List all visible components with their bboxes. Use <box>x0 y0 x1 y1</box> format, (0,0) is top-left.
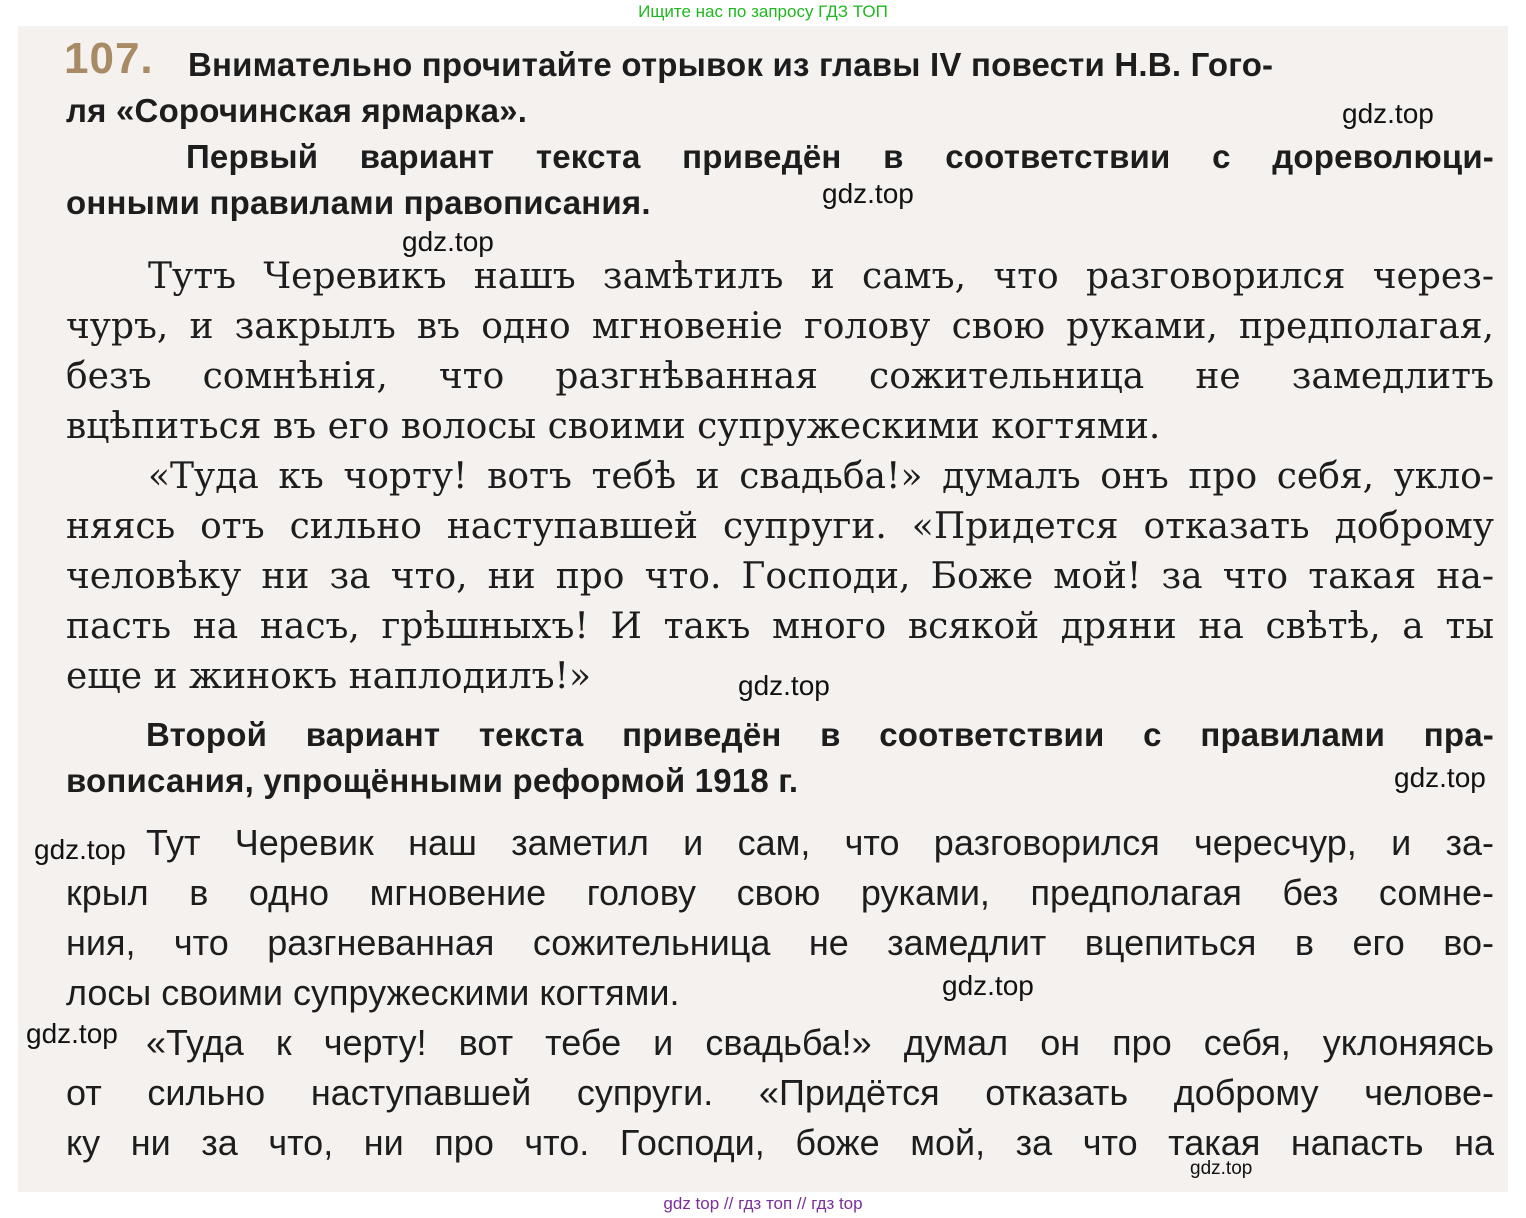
variant1-text-line-3: безъ сомнѣнія, что разгнѣванная сожительница не замедлитъ <box>66 356 1494 397</box>
task-instruction-line-1: Внимательно прочитайте отрывок из главы IV повести Н.В. Гого- <box>188 46 1274 83</box>
watermark: gdz.top <box>1342 98 1434 129</box>
task-number: 107. <box>64 34 154 83</box>
variant1-text-line-8: пасть на насъ, грѣшныхъ! И такъ много всякой дряни на свѣтѣ, а ты <box>66 606 1494 647</box>
variant2-text-line-5: «Туда к черту! вот тебе и свадьба!» думал он про себя, уклоняясь <box>146 1022 1494 1063</box>
variant1-heading-line-1: Первый вариант текста приведён в соответствии с дореволюци- <box>186 138 1494 175</box>
variant1-text-line-4: вцѣпиться въ его волосы своими супружескими когтями. <box>66 406 1161 447</box>
watermark: gdz.top <box>26 1018 118 1049</box>
watermark: gdz.top <box>1394 762 1486 793</box>
watermark: gdz.top <box>942 970 1034 1001</box>
variant2-text-line-1: Тут Черевик наш заметил и сам, что разговорился чересчур, и за- <box>146 822 1494 863</box>
variant1-heading-line-2: онными правилами правописания. <box>66 184 651 221</box>
variant2-text-line-3: ния, что разгневанная сожительница не замедлит вцепиться в его во- <box>66 922 1494 963</box>
variant1-text-line-2: чуръ, и закрылъ въ одно мгновеніе голову свою руками, предполагая, <box>66 306 1494 347</box>
variant1-text-line-7: человѣку ни за что, ни про что. Господи, Боже мой! за что такая на- <box>66 556 1494 597</box>
top-banner: Ищите нас по запросу ГДЗ ТОП <box>638 2 888 21</box>
variant2-heading-line-1: Второй вариант текста приведён в соответствии с правилами пра- <box>146 716 1494 753</box>
footer-links[interactable]: gdz top // гдз топ // гдз top <box>663 1194 863 1213</box>
variant2-text-line-4: лосы своими супружескими когтями. <box>66 972 680 1013</box>
watermark: gdz.top <box>1190 1158 1253 1179</box>
variant1-text-line-6: няясь отъ сильно наступавшей супруги. «Придется отказать доброму <box>66 506 1494 547</box>
task-instruction-line-2: ля «Сорочинская ярмарка». <box>66 92 528 129</box>
variant2-heading-line-2: вописания, упрощёнными реформой 1918 г. <box>66 762 799 799</box>
variant1-text-line-9: еще и жинокъ наплодилъ!» <box>66 656 592 697</box>
watermark: gdz.top <box>34 834 126 865</box>
variant2-text-line-7: ку ни за что, ни про что. Господи, боже мой, за что такая напасть на <box>66 1122 1494 1163</box>
variant1-text-line-1: Тутъ Черевикъ нашъ замѣтилъ и самъ, что разговорился через- <box>148 256 1494 297</box>
variant2-text-line-2: крыл в одно мгновение голову свою руками, предполагая без сомне- <box>66 872 1494 913</box>
variant2-text-line-6: от сильно наступавшей супруги. «Придётся отказать доброму челове- <box>66 1072 1494 1113</box>
watermark: gdz.top <box>822 178 914 209</box>
watermark: gdz.top <box>402 226 494 257</box>
variant1-text-line-5: «Туда къ чорту! вотъ тебѣ и свадьба!» думалъ онъ про себя, укло- <box>148 456 1494 497</box>
watermark: gdz.top <box>738 670 830 701</box>
